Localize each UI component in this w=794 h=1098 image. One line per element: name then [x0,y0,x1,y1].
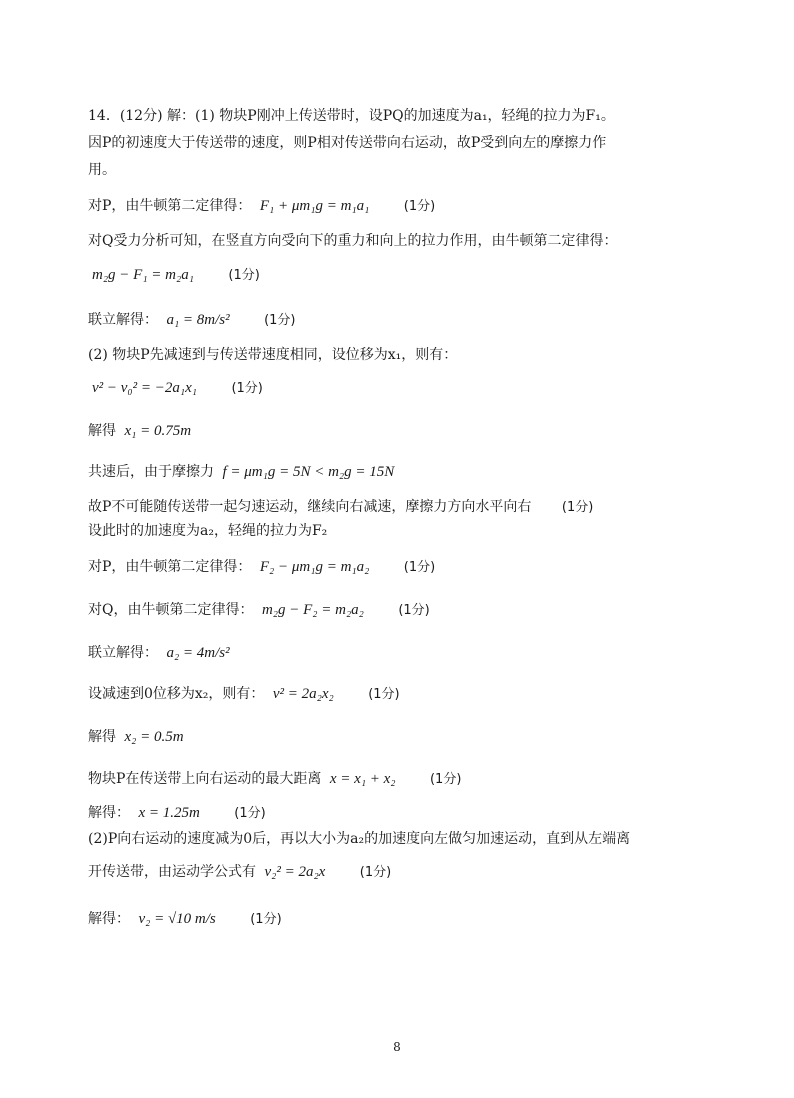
solution-line [88,521,728,541]
solution-line [88,862,728,883]
line-text: 对P，由牛顿第二定律得： [88,559,252,575]
score-mark: (1分) [250,912,282,927]
score-mark: (1分) [403,560,436,575]
solution-line [88,265,728,286]
equation: F₂ − μm₁g = m₁a₂ [259,559,370,575]
score-mark: (1分) [231,381,263,396]
equation: x = 1.25m [138,805,200,821]
equation: m₂g − F₁ = m₂a₁ [92,267,194,283]
line-text: 解得 [88,729,116,745]
line-text: 用。 [88,162,116,178]
equation: F₁ + μm₁g = m₁a₁ [259,198,370,214]
solution-line [88,462,728,482]
line-text: 开传送带，由运动学公式有 [88,864,256,880]
line-text: 因P的初速度大于传送带的速度，则P相对传送带向右运动，故P受到向左的摩擦力作 [88,135,607,151]
solution-line [88,310,728,331]
line-text: 14．(12分) 解：(1) 物块P刚冲上传送带时，设PQ的加速度为a₁，轻绳的拉力为F₁。 [88,108,615,124]
line-text: 故P不可能随传送带一起匀速运动，继续向右减速，摩擦力方向水平向右 [88,499,532,515]
equation: m₂g − F₂ = m₂a₂ [261,602,364,618]
score-mark: (1分) [368,687,400,702]
solution-line [88,829,728,849]
line-text: 设此时的加速度为a₂，轻绳的拉力为F₂ [88,523,328,539]
solution-line [88,643,728,663]
line-text: 对P，由牛顿第二定律得： [88,198,252,214]
line-text: 联立解得： [88,312,158,328]
solution-line [88,684,728,705]
line-text: 解得： [88,805,130,821]
score-mark: (1分) [403,199,436,214]
line-text: 解得 [88,423,116,439]
equation: a₁ = 8m/s² [166,312,230,328]
equation: v² = 2a₂x₂ [272,686,334,702]
line-text: 物块P在传送带上向右运动的最大距离 [88,771,322,787]
score-mark: (1分) [264,313,296,328]
score-mark: (1分) [234,806,266,821]
page-number: 8 [393,1040,401,1054]
score-mark: (1分) [398,603,430,618]
score-mark: (1分) [561,500,594,515]
equation: f = μm₁g = 5N < m₂g = 15N [222,464,395,480]
solution-line [88,345,728,365]
line-text: 解得： [88,911,130,927]
solution-line [88,231,728,251]
line-text: 对Q受力分析可知，在竖直方向受向下的重力和向上的拉力作用，由牛顿第二定律得： [88,233,618,249]
solution-line [88,378,728,399]
score-mark: (1分) [429,772,462,787]
equation: v² − v₀² = −2a₁x₁ [92,380,197,396]
solution-line [88,769,728,790]
line-text: 共速后，由于摩擦力 [88,464,214,480]
equation: v₂² = 2a₂x [264,864,326,880]
solution-line [88,727,728,747]
line-text: (2)P向右运动的速度减为0后，再以大小为a₂的加速度向左做匀加速运动，直到从左端离 [88,831,631,847]
line-text: 对Q，由牛顿第二定律得： [88,602,254,618]
equation: x₂ = 0.5m [124,729,184,745]
solution-line [88,557,728,578]
solution-line [88,909,728,930]
line-text: 设减速到0位移为x₂，则有： [88,686,265,702]
line-text: (2) 物块P先减速到与传送带速度相同，设位移为x₁，则有： [88,347,458,363]
solution-line [88,160,728,180]
score-mark: (1分) [359,865,392,880]
solution-line [88,600,728,621]
solution-line [88,196,728,217]
solution-line [88,803,728,824]
equation: a₂ = 4m/s² [166,645,230,661]
solution-line [88,421,728,441]
equation: x₁ = 0.75m [124,423,192,439]
line-text: 联立解得： [88,645,158,661]
solution-line [88,497,728,518]
solution-line [88,133,728,153]
equation: x = x₁ + x₂ [329,771,396,787]
score-mark: (1分) [228,268,260,283]
solution-line [88,106,728,126]
equation: v₂ = √10 m/s [138,911,216,927]
